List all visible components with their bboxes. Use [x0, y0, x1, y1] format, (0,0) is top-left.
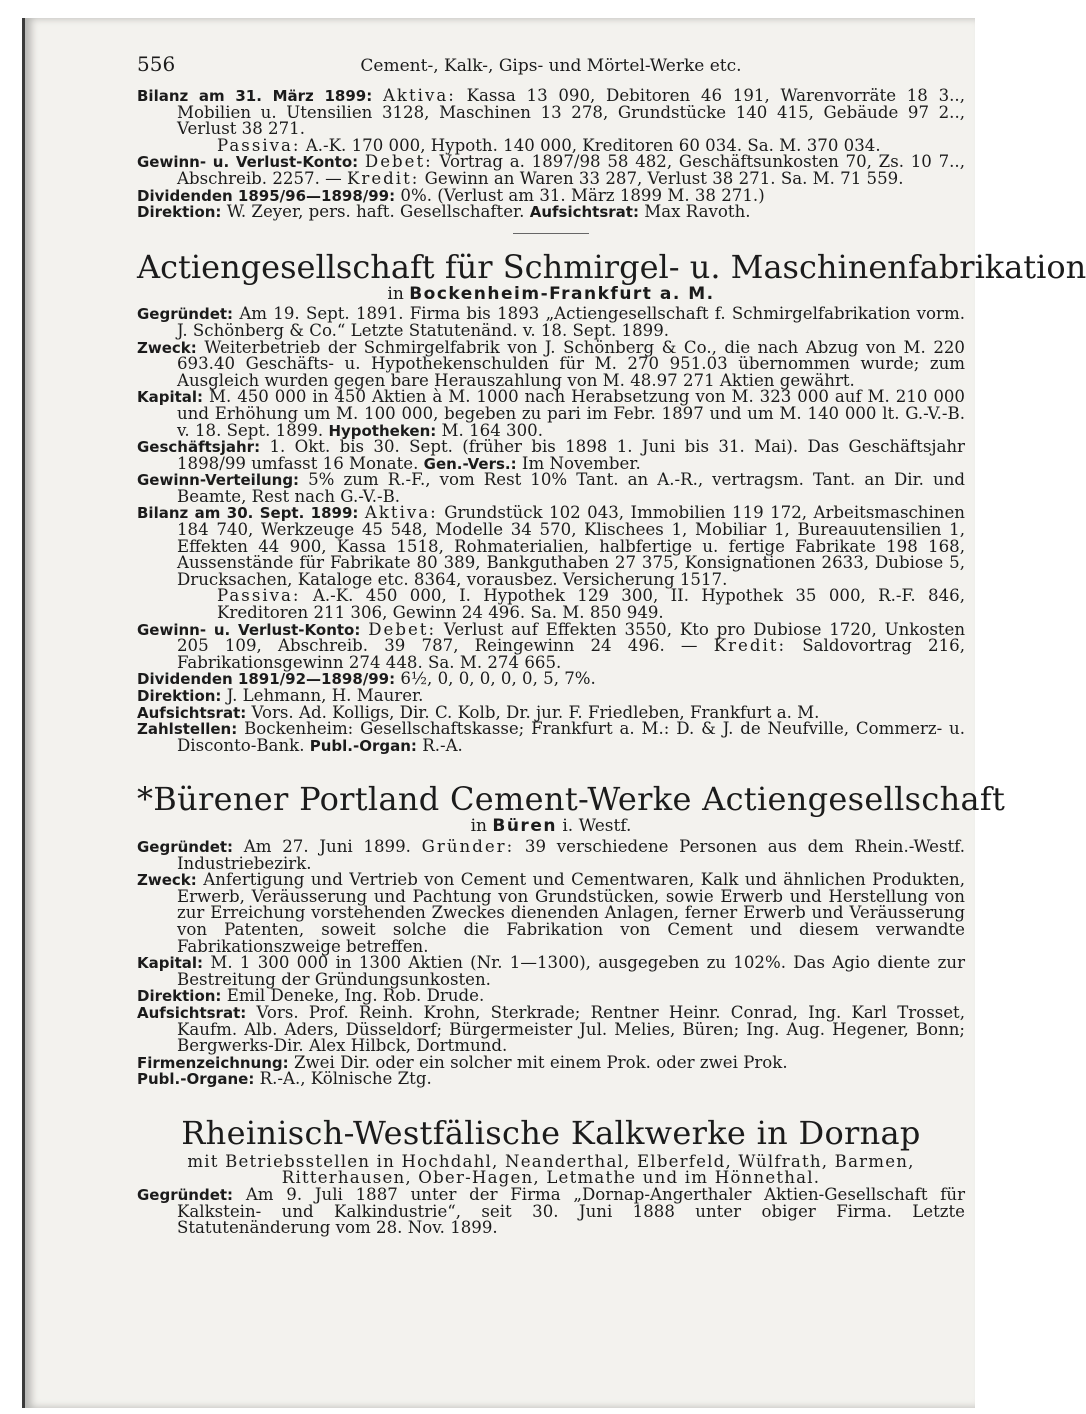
genvers-label: Gen.-Vers.:	[423, 454, 517, 473]
section-divider	[513, 233, 589, 234]
zweck-label: Zweck:	[137, 871, 197, 890]
location-prefix: in	[470, 816, 487, 837]
aktiva-text: Grundstück 102 043, Immobilien 119 172, Arbeitsmaschinen 184 740, Werkzeuge 45 548, Modelle 34 570, Klischees 1, Mobiliar 1, Bureauutensilien 1, Effekten 44 900, Kassa 1518, Rohmaterialien, halbfertige u. fertige Fabrikate 198 168, Aussenstände für Fabrikate 80 389, Bankguthaben 27 375, Konsignationen 2633, Dubiose 5, Drucksachen, Kataloge etc. 8364, vorausbez. Versicherung 1517.	[177, 503, 965, 589]
direktion-label: Direktion:	[137, 687, 222, 705]
gegruendet-paragraph	[137, 306, 965, 339]
gegruendet-paragraph	[137, 1187, 965, 1237]
gegruendet-text: Am 27. Juni 1899.	[243, 836, 411, 856]
kredit-label: Kredit:	[347, 168, 420, 188]
publorgan-text: R.-A.	[422, 735, 463, 755]
gewinnverteilung-paragraph	[137, 472, 965, 505]
passiva-label: Passiva:	[217, 135, 301, 155]
company-title: Rheinisch-Westfälische Kalkwerke in Dornap	[181, 1113, 921, 1152]
aufsichtsrat-label: Aufsichtsrat:	[529, 203, 639, 222]
entry-dornap	[137, 1114, 965, 1237]
debet-text: Verlust auf Effekten 3550, Kto pro Dubiose 1720, Unkosten 205 109, Abschreib. 39 787, Reingewinn 24 496. —	[177, 619, 966, 656]
section-gap	[137, 754, 965, 776]
gruender-text: 39 verschiedene Personen aus dem Rhein.-Westf. Industriebezirk.	[177, 836, 965, 873]
entry-continued	[137, 88, 965, 221]
aufsichtsrat-label: Aufsichtsrat:	[137, 703, 247, 722]
location-prefix: in	[387, 283, 404, 304]
geschaeftsjahr-text: 1. Okt. bis 30. Sept. (früher bis 1898 1. Juni bis 31. Mai). Das Geschäftsjahr 1898/99 umfasst 16 Monate.	[177, 437, 965, 473]
zweck-label: Zweck:	[137, 338, 197, 357]
guv-paragraph	[137, 619, 966, 672]
hypotheken-text: M. 164 300.	[441, 420, 543, 440]
direktion-text: W. Zeyer, pers. haft. Gesellschafter.	[226, 202, 525, 222]
entry-buerener	[137, 780, 1006, 1089]
zweck-text: Anfertigung und Vertrieb von Cement und Cementwaren, Kalk und ähnlichen Produkten, Erwerb, Veräusserung und Pachtung von Grundstücken, sowie Erwerb und Herstellung von zur Erreichung vorstehenden Zweckes dienenden Anlagen, ferner Erwerb und Veräusserung von Patenten, soweit solche die Fabrikation von Cement und diesem verwandte Fabrikationszweige betreffen.	[177, 870, 965, 956]
direktion-label: Direktion:	[137, 987, 222, 1006]
passiva-text: A.-K. 170 000, Hypoth. 140 000, Kreditoren 60 034. Sa. M. 370 034.	[305, 135, 881, 155]
direktion-paragraph	[137, 204, 965, 221]
passiva-label: Passiva:	[217, 586, 301, 606]
kredit-text: Gewinn an Waren 33 287, Verlust 38 271. Sa. M. 71 559.	[424, 168, 904, 188]
zweck-text: Weiterbetrieb der Schmirgelfabrik von J. Schönberg & Co., die nach Abzug von M. 220 693.40 Geschäfts- u. Hypothekenschulden für M. 270 951.03 übernommen wurde; zum Ausgleich wurden gegen bare Herauszahlung von M. 48.97 271 Aktien gewährt.	[177, 337, 965, 390]
direktion-text: J. Lehmann, H. Maurer.	[226, 686, 424, 705]
gegruendet-label: Gegründet:	[137, 837, 234, 856]
gruender-label: Gründer:	[421, 836, 515, 856]
publorgan-label: Publ.-Organ:	[309, 736, 417, 755]
gegruendet-paragraph	[137, 836, 965, 873]
running-head: Cement-, Kalk-, Gips- und Mörtel-Werke etc.	[360, 56, 742, 76]
aufsichtsrat-text: Max Ravoth.	[644, 202, 751, 222]
company-subtitle: mit Betriebsstellen in Hochdahl, Neanderthal, Elberfeld, Wülfrath, Barmen, Ritterhausen, Ober-Hagen, Letmathe und im Hönnethal.	[187, 1151, 915, 1188]
zahlstellen-label: Zahlstellen:	[137, 720, 238, 739]
page-scan	[22, 18, 1086, 1408]
passiva-paragraph	[137, 588, 965, 621]
zahlstellen-paragraph	[137, 721, 965, 754]
dividenden-text: 6½, 0, 0, 0, 0, 0, 5, 7%.	[400, 669, 596, 689]
kapital-text: M. 1 300 000 in 1300 Aktien (Nr. 1—1300), ausgegeben zu 102%. Das Agio diente zur Bestreitung der Gründungsunkosten.	[177, 953, 965, 989]
bilanz-label: Bilanz am 30. Sept. 1899:	[137, 504, 359, 523]
firmenzeichnung-text: Zwei Dir. oder ein solcher mit einem Prok. oder zwei Prok.	[293, 1052, 788, 1072]
kapital-label: Kapital:	[137, 388, 204, 407]
genvers-text: Im November.	[521, 453, 641, 473]
geschaeftsjahr-paragraph	[137, 439, 965, 472]
location-name: Büren	[492, 816, 557, 837]
aufsichtsrat-text: Vors. Prof. Reinh. Krohn, Sterkrade; Rentner Heinr. Conrad, Ing. Karl Trosset, Kaufm. Alb. Aders, Düsseldorf; Bürgermeister Jul. Melies, Büren; Ing. Aug. Hegener, Bonn; Bergwerks-Dir. Alex Hilbck, Dortmund.	[177, 1002, 965, 1056]
bilanz-label: Bilanz am 31. März 1899:	[137, 87, 373, 105]
debet-label: Debet:	[364, 152, 433, 172]
kredit-text: Saldovortrag 216, Fabrikationsgewinn 274 448. Sa. M. 274 665.	[177, 636, 965, 672]
direktion-label: Direktion:	[137, 203, 222, 222]
company-location	[137, 283, 965, 304]
gewinnverteilung-text: 5% zum R.-F., vom Rest 10% Tant. an A.-R., vertragsm. Tant. an Dir. und Beamte, Rest nach G.-V.-B.	[177, 470, 966, 506]
section-gap	[137, 1088, 965, 1110]
company-title: *Bürener Portland Cement-Werke Actiengesellschaft	[137, 780, 1006, 819]
publorgane-paragraph	[137, 1071, 965, 1088]
dividenden-text: 0%. (Verlust am 31. März 1899 M. 38 271.)	[400, 185, 765, 205]
bilanz-paragraph	[137, 88, 965, 138]
company-location	[137, 818, 965, 835]
firmenzeichnung-label: Firmenzeichnung:	[137, 1053, 289, 1072]
aktiva-text: Kassa 13 090, Debitoren 46 191, Warenvorräte 18 3.., Mobilien u. Utensilien 3128, Maschinen 13 278, Grundstücke 140 415, Gebäude 97 2.., Verlust 38 271.	[177, 86, 965, 139]
aufsichtsrat-label: Aufsichtsrat:	[137, 1003, 247, 1022]
direktion-text: Emil Deneke, Ing. Rob. Drude.	[226, 986, 485, 1006]
gewinnverteilung-label: Gewinn-Verteilung:	[137, 471, 300, 490]
kapital-text: M. 450 000 in 450 Aktien à M. 1000 nach Herabsetzung von M. 323 000 auf M. 210 000 und Erhöhung um M. 100 000, begeben zu pari im Febr. 1897 und um M. 140 000 lt. G.-V.-B. v. 18. Sept. 1899.	[177, 387, 965, 440]
debet-text: Vortrag a. 1897/98 58 482, Geschäftsunkosten 70, Zs. 10 7.., Abschreib. 2257. —	[177, 152, 965, 188]
zweck-paragraph	[137, 337, 965, 390]
debet-label: Debet:	[368, 619, 437, 639]
aktiva-label: Aktiva:	[382, 86, 456, 105]
gegruendet-text: Am 9. Juli 1887 unter der Firma „Dornap-Angerthaler Aktien-Gesellschaft für Kalkstein- und Kalkindustrie“, seit 30. Juni 1888 unter obiger Firma. Letzte Statutenänderung vom 28. Nov. 1899.	[177, 1185, 966, 1238]
dividenden-label: Dividenden 1895/96—1898/99:	[137, 186, 396, 205]
gegruendet-label: Gegründet:	[137, 305, 234, 324]
page-content	[137, 52, 1086, 1238]
guv-label: Gewinn- u. Verlust-Konto:	[137, 153, 359, 172]
dividenden-label: Dividenden 1891/92—1898/99:	[137, 670, 396, 689]
guv-paragraph	[137, 154, 965, 187]
hypotheken-label: Hypotheken:	[328, 421, 437, 440]
kapital-paragraph	[137, 389, 965, 439]
aufsichtsrat-text: Vors. Ad. Kolligs, Dir. C. Kolb, Dr. jur. F. Friedleben, Frankfurt a. M.	[251, 702, 820, 722]
guv-label: Gewinn- u. Verlust-Konto:	[137, 620, 361, 639]
location-name: Bockenheim-Frankfurt a. M.	[409, 283, 715, 304]
aktiva-label: Aktiva:	[364, 503, 438, 523]
page-header	[137, 52, 965, 88]
geschaeftsjahr-label: Geschäftsjahr:	[137, 438, 261, 457]
passiva-text: A.-K. 450 000, I. Hypothek 129 300, II. Hypothek 35 000, R.-F. 846, Kreditoren 211 306, Gewinn 24 496. Sa. M. 850 949.	[217, 586, 966, 623]
bilanz-paragraph	[137, 505, 965, 588]
kredit-label: Kredit:	[713, 636, 787, 656]
aufsichtsrat-paragraph	[137, 1002, 965, 1056]
zweck-paragraph	[137, 872, 965, 955]
gegruendet-label: Gegründet:	[137, 1186, 234, 1205]
company-title: Actiengesellschaft für Schmirgel- u. Maschinenfabrikation	[137, 247, 1086, 286]
kapital-label: Kapital:	[137, 954, 204, 973]
gegruendet-text: Am 19. Sept. 1891. Firma bis 1893 „Actiengesellschaft f. Schmirgelfabrikation vorm. J. Schönberg & Co.“ Letzte Statutenänd. v. 18. Sept. 1899.	[177, 304, 965, 340]
page-number: 556	[137, 52, 176, 76]
kapital-paragraph	[137, 955, 965, 988]
zahlstellen-text: Bockenheim: Gesellschaftskasse; Frankfurt a. M.: D. & J. de Neufville, Commerz- u. Disconto-Bank.	[177, 719, 965, 755]
publorgane-text: R.-A., Kölnische Ztg.	[259, 1069, 432, 1089]
publorgane-label: Publ.-Organe:	[137, 1070, 255, 1089]
location-suffix: i. Westf.	[562, 816, 632, 837]
entry-schmirgel	[137, 247, 1086, 755]
